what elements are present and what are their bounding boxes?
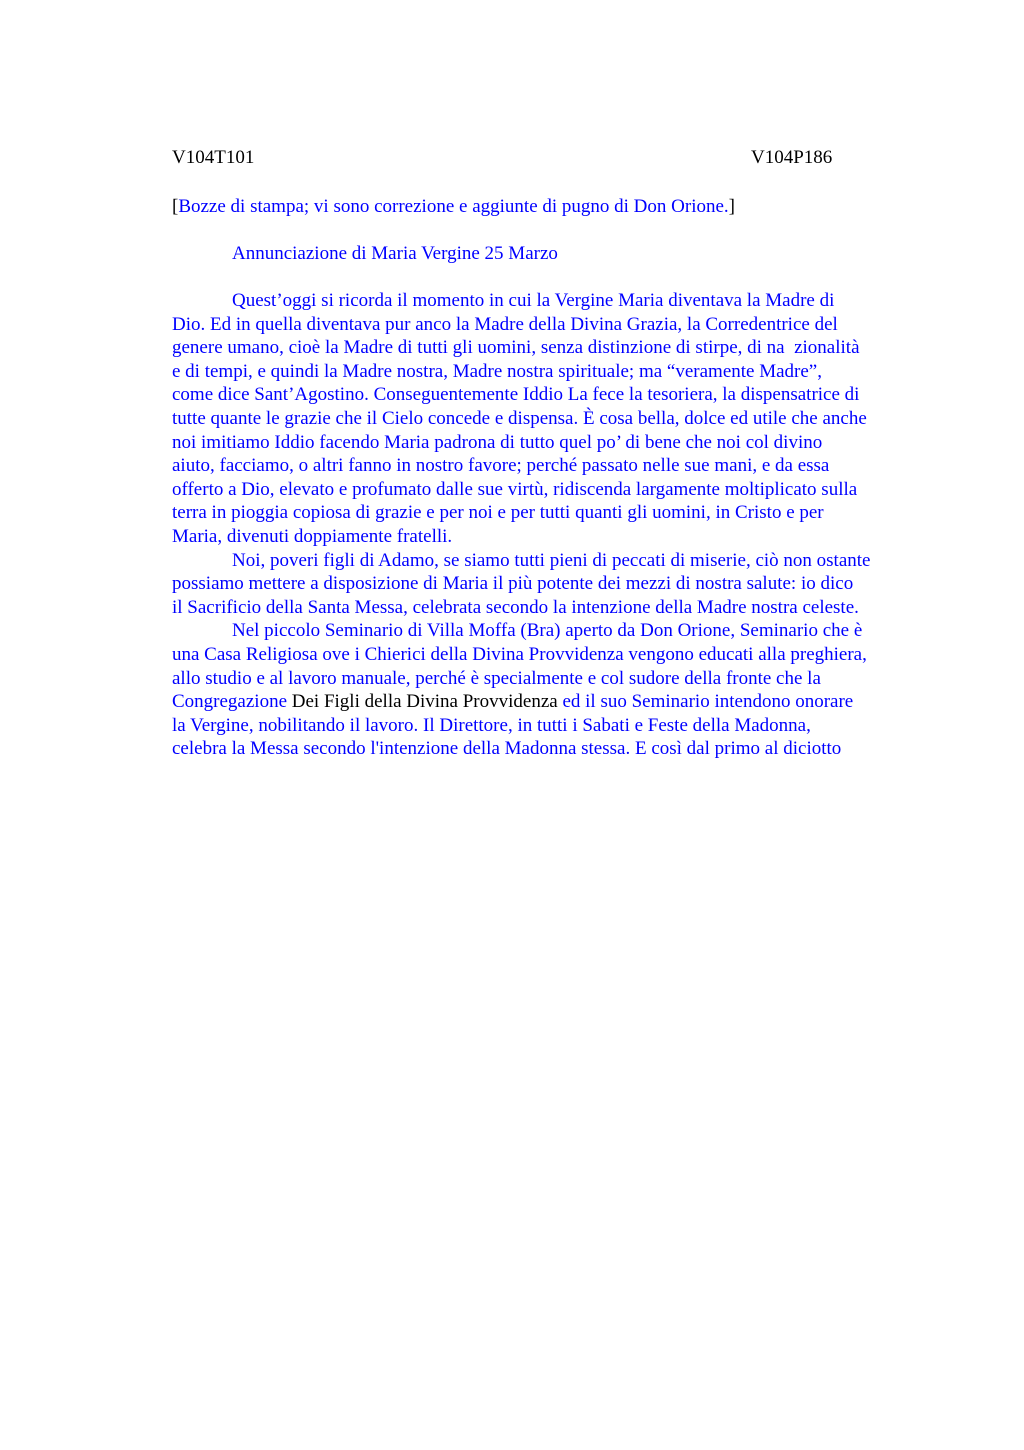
paragraph-3-line: Nel piccolo Seminario di Villa Moffa (Bra) aperto da Don Orione, Seminario che è <box>232 620 863 642</box>
note-close-bracket: ] <box>728 196 735 217</box>
paragraph-1-line: aiuto, facciamo, o altri fanno in nostro favore; perché passato nelle sue mani, e da essa <box>172 455 830 477</box>
paragraph-2-line: il Sacrificio della Santa Messa, celebrata secondo la intenzione della Madre nostra celeste. <box>172 596 859 618</box>
editorial-note <box>172 195 735 219</box>
note-open-bracket: [ <box>172 196 179 217</box>
paragraph-3-line: una Casa Religiosa ove i Chierici della Divina Provvidenza vengono educati alla preghiera, <box>172 643 867 665</box>
paragraph-3-segment: ed il suo Seminario intendono onorare <box>557 691 854 713</box>
paragraph-1-line: tutte quante le grazie che il Cielo concede e dispensa. È cosa bella, dolce ed utile che anche <box>172 407 867 429</box>
paragraph-3-line-mixed <box>172 690 942 714</box>
paragraph-1-line: genere umano, cioè la Madre di tutti gli uomini, senza distinzione di stirpe, di na zionalità <box>172 337 860 359</box>
paragraph-1-line: Maria, divenuti doppiamente fratelli. <box>172 525 453 547</box>
paragraph-3-line: celebra la Messa secondo l'intenzione della Madonna stessa. E così dal primo al diciotto <box>172 738 842 760</box>
paragraph-1-line: terra in pioggia copiosa di grazie e per noi e per tutti quanti gli uomini, in Cristo e per <box>172 502 824 524</box>
paragraph-1-line: e di tempi, e quindi la Madre nostra, Madre nostra spirituale; ma “veramente Madre”, <box>172 360 822 382</box>
document-code-left: V104T101 <box>172 147 255 168</box>
paragraph-3-line: allo studio e al lavoro manuale, perché è specialmente e col sudore della fronte che la <box>172 667 821 689</box>
paragraph-1-line: Quest’oggi si ricorda il momento in cui la Vergine Maria diventava la Madre di <box>232 290 835 311</box>
paragraph-2-line: Noi, poveri figli di Adamo, se siamo tutti pieni di peccati di miserie, ciò non ostante <box>232 549 871 571</box>
document-body <box>172 289 942 761</box>
paragraph-1-line: Dio. Ed in quella diventava pur anco la Madre della Divina Grazia, la Corredentrice del <box>172 313 838 335</box>
document-code-right: V104P186 <box>751 147 833 168</box>
paragraph-1-line: offerto a Dio, elevato e profumato dalle sue virtù, ridiscenda largamente moltiplicato sulla <box>172 478 858 500</box>
document-heading: Annunciazione di Maria Vergine 25 Marzo <box>232 243 558 264</box>
congregation-name: Dei Figli della Divina Provvidenza <box>291 691 558 713</box>
paragraph-1-line: come dice Sant’Agostino. Conseguentemente Iddio La fece la tesoriera, la dispensatrice di <box>172 384 860 406</box>
note-text: Bozze di stampa; vi sono correzione e aggiunte di pugno di Don Orione. <box>178 196 729 217</box>
paragraph-1-line: noi imitiamo Iddio facendo Maria padrona di tutto quel po’ di bene che noi col divino <box>172 431 823 453</box>
paragraph-2-line: possiamo mettere a disposizione di Maria il più potente dei mezzi di nostra salute: io dico <box>172 573 854 595</box>
paragraph-3-segment: Congregazione <box>172 691 292 713</box>
paragraph-3-line: la Vergine, nobilitando il lavoro. Il Direttore, in tutti i Sabati e Feste della Madonna, <box>172 714 811 736</box>
